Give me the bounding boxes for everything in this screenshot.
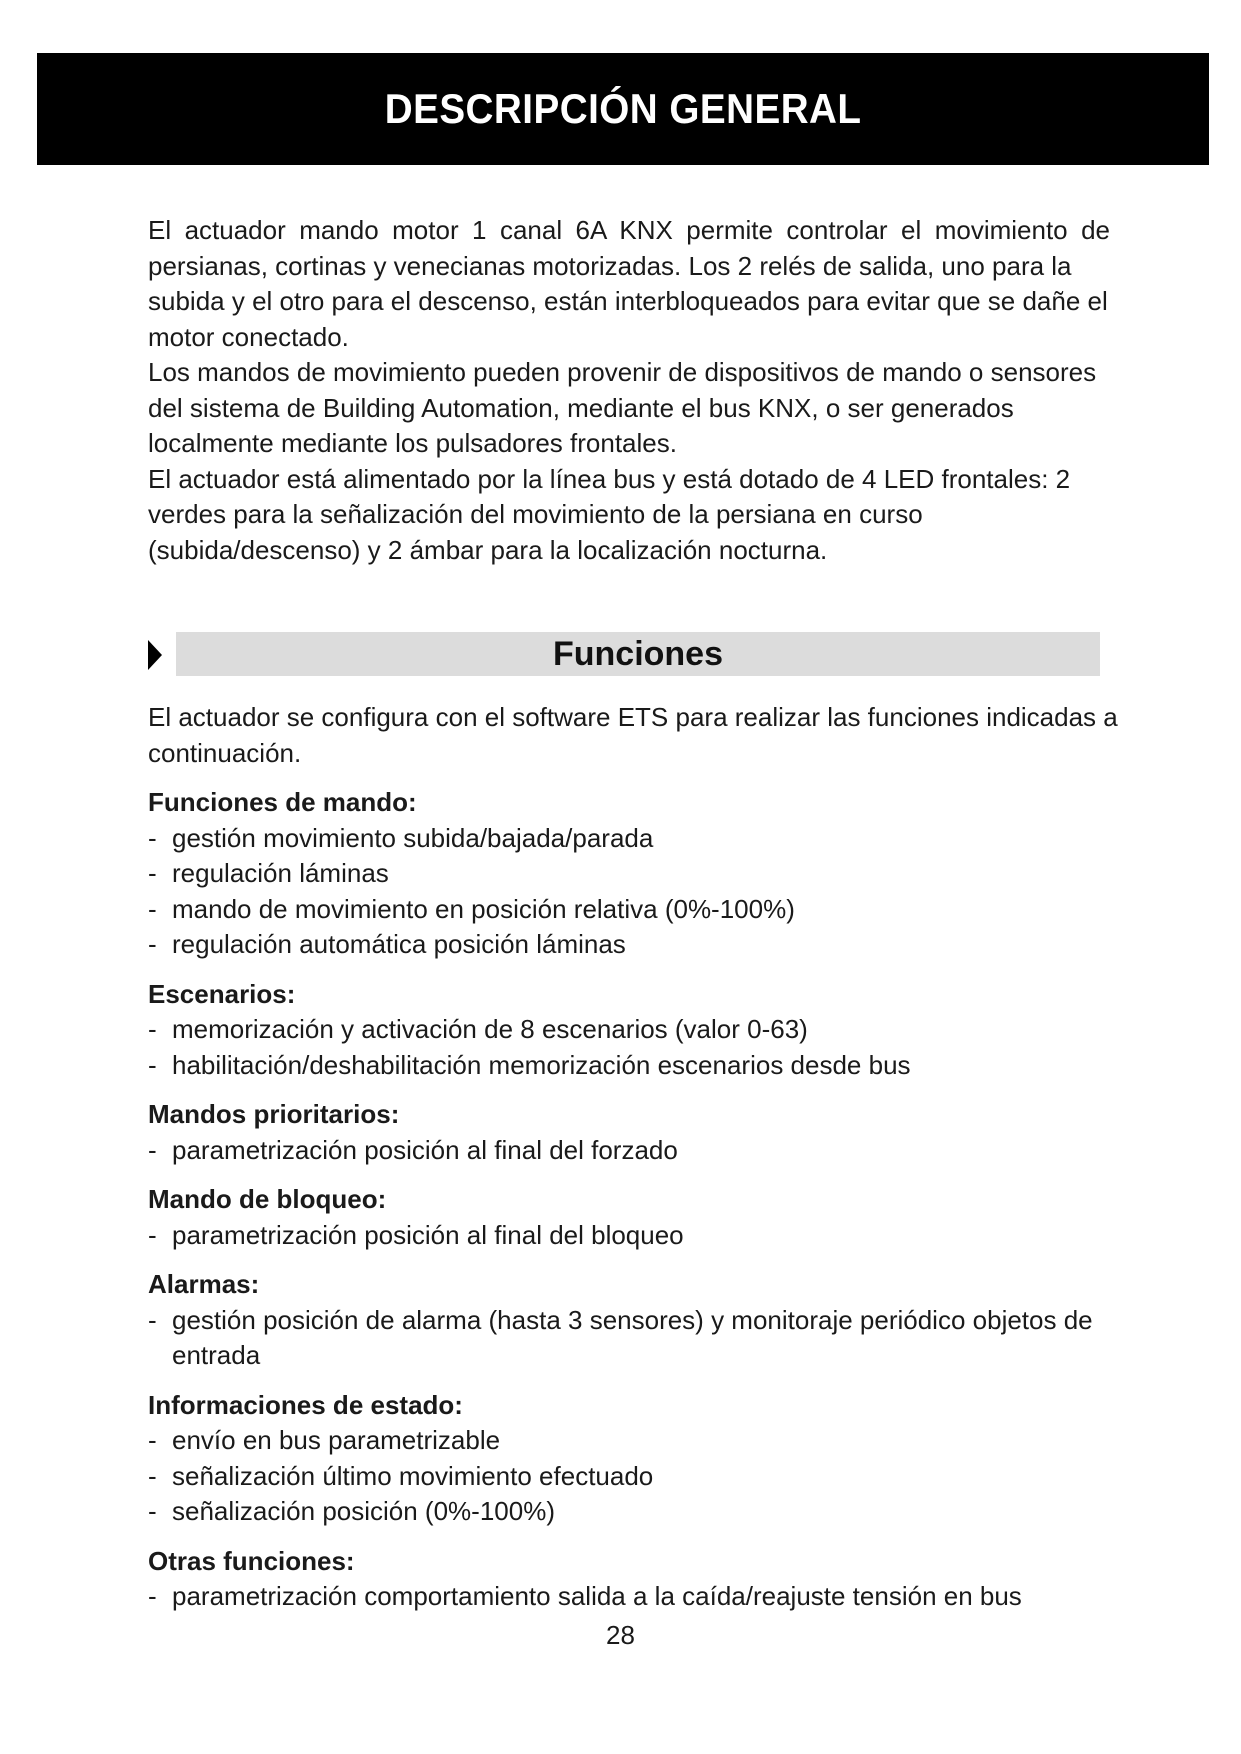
list-item: - memorización y activación de 8 escenarios (valor 0-63): [148, 1012, 1148, 1048]
list-item: - señalización último movimiento efectuado: [148, 1459, 1148, 1495]
function-group-title: Funciones de mando:: [148, 787, 417, 817]
section-title: Funciones: [552, 634, 724, 673]
function-group-title: Mando de bloqueo:: [148, 1184, 387, 1214]
function-list: [148, 1423, 1148, 1530]
function-group-escenarios: [148, 977, 1148, 1084]
list-item: - habilitación/deshabilitación memorización escenarios desde bus: [148, 1048, 1148, 1084]
triangle-arrow-icon: [148, 640, 162, 670]
function-list: [148, 1303, 1148, 1374]
list-item: - parametrización posición al final del forzado: [148, 1133, 1148, 1169]
functions-content: [148, 700, 1148, 1629]
list-item: - parametrización posición al final del bloqueo: [148, 1218, 1148, 1254]
page-number: 28: [606, 1620, 635, 1650]
function-group-otras: [148, 1544, 1148, 1615]
page-header: [37, 53, 1209, 165]
list-item: - parametrización comportamiento salida a la caída/reajuste tensión en bus: [148, 1579, 1148, 1615]
function-group-mando: [148, 785, 1148, 963]
function-list: [148, 1218, 1148, 1254]
list-item: - gestión movimiento subida/bajada/parada: [148, 821, 1148, 857]
list-item: - señalización posición (0%-100%): [148, 1494, 1148, 1530]
function-list: [148, 1579, 1148, 1615]
intro-paragraph-1: persianas, cortinas y venecianas motorizadas. Los 2 relés de salida, uno para la subida y el otro para el descenso, están interbloqueados para evitar que se dañe el motor conectado.: [148, 250, 1108, 352]
function-list: [148, 1133, 1148, 1169]
intro-paragraph-2: Los mandos de movimiento pueden provenir de dispositivos de mando o sensores del sistema de Building Automation, mediante el bus KNX, o ser generados localmente mediante los pulsadores frontales.: [148, 357, 1097, 458]
function-list: [148, 821, 1148, 963]
function-group-title: Mandos prioritarios:: [148, 1099, 400, 1129]
function-group-bloqueo: [148, 1182, 1148, 1253]
list-item: - regulación láminas: [148, 856, 1148, 892]
list-item: - envío en bus parametrizable: [148, 1423, 1148, 1459]
intro-paragraph-3: El actuador está alimentado por la línea bus y está dotado de 4 LED frontales: 2 verdes para la señalización del movimiento de la persiana en curso (subida/descenso) y 2 ámbar para la localización nocturna.: [148, 463, 1071, 565]
function-list: [148, 1012, 1148, 1083]
function-group-title: Informaciones de estado:: [148, 1389, 463, 1420]
list-item: - mando de movimiento en posición relativa (0%-100%): [148, 892, 1148, 928]
function-group-title: Alarmas:: [148, 1269, 260, 1299]
function-group-prioritarios: [148, 1097, 1148, 1168]
intro-paragraph-1-line-1: El actuador mando motor 1 canal 6A KNX permite controlar el movimiento de: [148, 215, 1110, 245]
function-group-estado: [148, 1388, 1148, 1530]
list-item: - regulación automática posición láminas: [148, 927, 1148, 963]
functions-lead: El actuador se configura con el software ETS para realizar las funciones indicadas a continuación.: [148, 702, 1118, 768]
function-group-title: Escenarios:: [148, 978, 296, 1009]
section-title-bar: [176, 632, 1100, 676]
list-item: - gestión posición de alarma (hasta 3 sensores) y monitoraje periódico objetos de entrada: [148, 1303, 1148, 1374]
section-header-funciones: [148, 632, 1100, 676]
function-group-alarmas: [148, 1267, 1148, 1374]
intro-text: [148, 213, 1110, 568]
function-group-title: Otras funciones:: [148, 1545, 355, 1576]
page-title: DESCRIPCIÓN GENERAL: [384, 85, 862, 132]
